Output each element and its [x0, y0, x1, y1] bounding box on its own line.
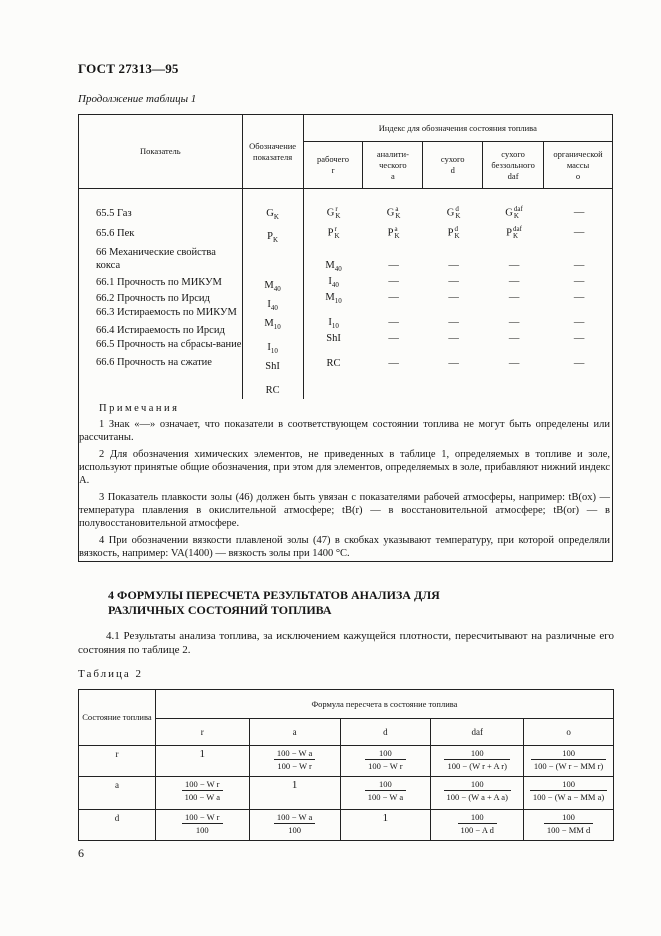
state-value: —: [573, 317, 585, 328]
state-value: G daf K: [505, 205, 523, 220]
fraction: $\frac{\text{100 − W r}}{\text{100 − W a}}$: [182, 779, 223, 803]
fraction: $\frac{100}{\text{100 − W r}}$: [365, 748, 405, 772]
designation: $M_{40}$: [264, 280, 281, 294]
row-name: 65.6 Пек: [96, 228, 135, 239]
state-value: —: [508, 260, 520, 271]
header-indicator: Показатель: [79, 115, 243, 189]
state-value: —: [508, 292, 520, 303]
header-state: Состояние топлива: [79, 690, 156, 746]
designation-column: [242, 189, 303, 400]
state-value: $I_{40}$: [328, 276, 339, 290]
state-label: a: [79, 777, 156, 810]
designation: $P_K$: [267, 231, 279, 245]
formula-cell: [340, 777, 431, 810]
designation: $M_{10}$: [264, 318, 281, 332]
col-d: d: [340, 719, 431, 746]
section-heading: 4 ФОРМУЛЫ ПЕРЕСЧЕТА РЕЗУЛЬТАТОВ АНАЛИЗА ДЛЯ РАЗЛИЧНЫХ СОСТОЯНИЙ ТОПЛИВА: [108, 588, 440, 617]
indicator-column: [79, 189, 243, 400]
note-2: 2 Для обозначения химических элементов, не приведенных в таблице 1, определяемых в топливе и золе, используют принятые общие обозначения, при этом для элементов, определяемых в золе, прибавляют нижний индекс А.: [79, 449, 610, 486]
formula-cell: [431, 777, 524, 810]
designation: $I_{10}$: [267, 342, 278, 356]
state-value: —: [573, 333, 585, 344]
formula-cell: [340, 746, 431, 777]
fraction: $\frac{100}{\text{100 − (W a + A a)}}$: [444, 779, 511, 803]
header-state-a: аналити-ческого a: [363, 142, 423, 189]
fraction: $\frac{100}{\text{100 − (W r + A r)}}$: [444, 748, 509, 772]
formula-cell: [524, 746, 614, 777]
note-1: 1 Знак «—» означает, что показатели в соответствующем состоянии топлива не могут быть определены или рассчитаны.: [79, 419, 610, 443]
fraction: $\frac{\text{100 − W r}}{100}$: [182, 812, 222, 836]
row-name: 66.5 Прочность на сбрасы-вание: [96, 339, 242, 350]
page-number: 6: [78, 846, 84, 860]
formula-cell: 1: [249, 777, 340, 810]
state-value: P a K: [387, 225, 400, 240]
state-value: P daf K: [506, 225, 522, 240]
state-value: —: [388, 333, 399, 344]
state-value: P d K: [447, 225, 460, 240]
designation: RC: [265, 385, 280, 397]
formula-cell: [249, 810, 340, 841]
state-value: —: [508, 317, 520, 328]
state-value: —: [508, 333, 520, 344]
formula-cell: [431, 746, 524, 777]
formula-cell: [524, 777, 614, 810]
state-value: —: [388, 276, 399, 287]
col-daf: daf: [431, 719, 524, 746]
designation: $I_{40}$: [267, 299, 278, 313]
formula-cell: [155, 777, 249, 810]
formula-cell: 1: [155, 746, 249, 777]
notes-title: Примечания: [99, 403, 180, 414]
formula-cell: [431, 810, 524, 841]
state-value: —: [573, 358, 585, 369]
state-value: $M_{10}$: [325, 292, 342, 306]
row-name: 66 Механические свойства кокса: [96, 247, 216, 271]
designation: ShI: [265, 361, 280, 373]
state-value: —: [388, 317, 399, 328]
state-value: —: [573, 207, 585, 218]
state-value: —: [448, 260, 459, 271]
header-designation: Обозначение показателя: [242, 115, 303, 189]
designation: $G_K$: [266, 208, 279, 222]
row-name: 66.1 Прочность по МИКУМ: [96, 277, 222, 288]
fraction: $\frac{100}{\text{100 − (W r − MM r)}}$: [531, 748, 606, 772]
table-2: [78, 689, 614, 841]
state-value: $I_{10}$: [328, 317, 339, 331]
table-1: [78, 114, 613, 399]
state-value: —: [388, 358, 399, 369]
section-paragraph: 4.1 Результаты анализа топлива, за исключением кажущейся плотности, пересчитывают на различные его состояния по таблице 2.: [78, 630, 614, 656]
header-formula: Формула пересчета в состояние топлива: [155, 690, 613, 719]
note-4: 4 При обозначении вязкости плавленой золы (47) в скобках указывают температуру, при которой определяли вязкость, например: VA(1400) — вязкость золы при 1400 °С.: [79, 535, 610, 559]
table-continuation-label: Продолжение таблицы 1: [78, 93, 197, 105]
col-a: a: [249, 719, 340, 746]
table-2-caption: Таблица 2: [78, 668, 144, 680]
state-values: [303, 189, 612, 400]
state-value: —: [388, 292, 399, 303]
state-value: —: [448, 333, 459, 344]
state-label: r: [79, 746, 156, 777]
state-value: $M_{40}$: [325, 260, 342, 274]
notes-block: [78, 384, 613, 562]
state-label: d: [79, 810, 156, 841]
header-state-r: рабочего r: [303, 142, 363, 189]
state-value: —: [573, 292, 585, 303]
formula-cell: [155, 810, 249, 841]
state-value: P r K: [327, 225, 340, 240]
col-r: r: [155, 719, 249, 746]
fraction: $\frac{100}{\text{100 − W a}}$: [365, 779, 406, 803]
state-value: G r K: [326, 205, 341, 220]
state-value: G a K: [386, 205, 401, 220]
state-value: —: [448, 358, 459, 369]
state-value: G d K: [446, 205, 461, 220]
row-name: 66.2 Прочность по Ирсид: [96, 293, 210, 304]
state-value: —: [508, 276, 520, 287]
state-value: —: [448, 292, 459, 303]
header-state-o: органической массы o: [544, 142, 613, 189]
state-value: —: [448, 276, 459, 287]
fraction: $\frac{\text{100 − W a}}{\text{100 − W r}}$: [274, 748, 315, 772]
row-name: 66.4 Истираемость по Ирсид: [96, 325, 225, 336]
formula-cell: [524, 810, 614, 841]
fraction: $\frac{100}{\text{100 − A d}}$: [458, 812, 497, 836]
row-name: 66.3 Истираемость по МИКУМ: [96, 307, 237, 318]
row-name: 65.5 Газ: [96, 208, 132, 219]
formula-cell: 1: [340, 810, 431, 841]
header-state-daf: сухого беззольного daf: [483, 142, 544, 189]
state-value: —: [573, 227, 585, 238]
fraction: $\frac{100}{\text{100 − (W a − MM a)}}$: [530, 779, 607, 803]
state-value: —: [573, 276, 585, 287]
state-value: —: [573, 260, 585, 271]
state-value: —: [448, 317, 459, 328]
fraction: $\frac{\text{100 − W a}}{100}$: [274, 812, 315, 836]
state-value: —: [508, 358, 520, 369]
formula-cell: [249, 746, 340, 777]
state-value: —: [388, 260, 399, 271]
header-state-index: Индекс для обозначения состояния топлива: [303, 115, 612, 142]
row-name: 66.6 Прочность на сжатие: [96, 357, 212, 368]
state-value: RC: [326, 358, 341, 369]
col-o: o: [524, 719, 614, 746]
fraction: $\frac{100}{\text{100 − MM d}}$: [544, 812, 593, 836]
document-title: ГОСТ 27313—95: [78, 61, 179, 76]
state-value: ShI: [326, 333, 341, 344]
header-state-d: сухого d: [423, 142, 483, 189]
note-3: 3 Показатель плавкости золы (46) должен быть увязан с показателями рабочей атмосферы, например: tB(ox) — температура плавления в окислительной атмосфере; tB(r) — в восстановительной атмосфере; tB(or) — в полувосстановительной атмосфере.: [79, 492, 610, 529]
